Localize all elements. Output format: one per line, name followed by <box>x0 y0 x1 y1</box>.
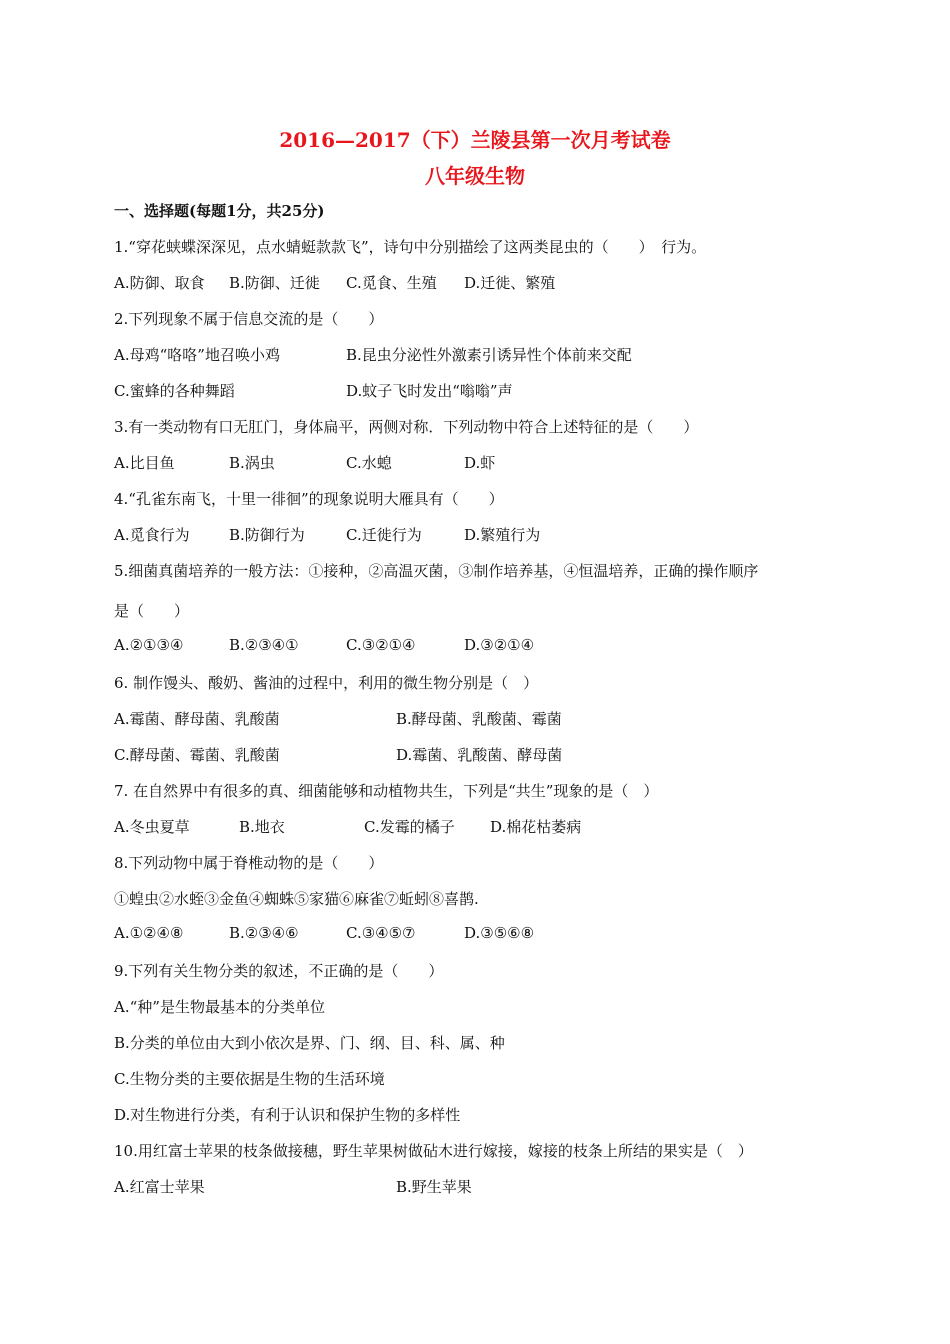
option-a: A.觅食行为 <box>114 526 190 544</box>
option-a: A.比目鱼 <box>114 454 175 472</box>
option-d: D.繁殖行为 <box>464 526 541 544</box>
question-9-option-c: C.生物分类的主要依据是生物的生活环境 <box>114 1070 385 1088</box>
question-8-stem-continued: ①蝗虫②水蛭③金鱼④蜘蛛⑤家猫⑥麻雀⑦蚯蚓⑧喜鹊. <box>114 890 479 908</box>
option-c: C.发霉的橘子 <box>364 818 455 836</box>
option-a: A.霉菌、酵母菌、乳酸菌 <box>114 710 280 728</box>
option-c: C.③④⑤⑦ <box>346 924 416 942</box>
option-d: D.③⑤⑥⑧ <box>464 924 535 942</box>
option-c: C.蜜蜂的各种舞蹈 <box>114 382 235 400</box>
exam-title: 2016—2017（下）兰陵县第一次月考试卷 <box>279 128 671 152</box>
option-b: B.涡虫 <box>229 454 275 472</box>
question-5-stem: 5.细菌真菌培养的一般方法：①接种，②高温灭菌，③制作培养基，④恒温培养，正确的操作顺序 <box>114 562 759 580</box>
option-c: C.觅食、生殖 <box>346 274 437 292</box>
option-b: B.②③④① <box>229 636 299 654</box>
option-d: D.虾 <box>464 454 496 472</box>
option-d: D.迁徙、繁殖 <box>464 274 556 292</box>
section-heading: 一、选择题(每题1分，共25分) <box>114 202 325 220</box>
option-d: D.蚊子飞时发出“嗡嗡”声 <box>346 382 513 400</box>
option-d: D.霉菌、乳酸菌、酵母菌 <box>396 746 563 764</box>
question-4-stem: 4.“孔雀东南飞，十里一徘徊”的现象说明大雁具有（ ） <box>114 490 504 508</box>
option-b: B.酵母菌、乳酸菌、霉菌 <box>396 710 562 728</box>
option-d: D.棉花枯萎病 <box>490 818 582 836</box>
option-c: C.水螅 <box>346 454 392 472</box>
question-3-stem: 3.有一类动物有口无肛门，身体扁平，两侧对称．下列动物中符合上述特征的是（ ） <box>114 418 699 436</box>
option-a: A.冬虫夏草 <box>114 818 190 836</box>
option-b: B.防御、迁徙 <box>229 274 320 292</box>
option-c: C.③②①④ <box>346 636 416 654</box>
question-1-stem: 1.“穿花蛱蝶深深见，点水蜻蜓款款飞”，诗句中分别描绘了这两类昆虫的（ ） 行为。 <box>114 238 707 256</box>
question-7-stem: 7. 在自然界中有很多的真、细菌能够和动植物共生，下列是“共生”现象的是（ ） <box>114 782 659 800</box>
exam-subtitle: 八年级生物 <box>425 164 525 188</box>
question-8-stem: 8.下列动物中属于脊椎动物的是（ ） <box>114 854 384 872</box>
question-5-stem-continued: 是（ ） <box>114 602 190 620</box>
option-b: B.野生苹果 <box>396 1178 472 1196</box>
option-a: A.防御、取食 <box>114 274 205 292</box>
option-a: A.母鸡“咯咯”地召唤小鸡 <box>114 346 280 364</box>
question-10-stem: 10.用红富士苹果的枝条做接穗，野生苹果树做砧木进行嫁接，嫁接的枝条上所结的果实是（ ） <box>114 1142 753 1160</box>
option-c: C.酵母菌、霉菌、乳酸菌 <box>114 746 280 764</box>
option-c: C.迁徙行为 <box>346 526 422 544</box>
question-9-option-d: D.对生物进行分类，有利于认识和保护生物的多样性 <box>114 1106 461 1124</box>
option-b: B.昆虫分泌性外激素引诱异性个体前来交配 <box>346 346 632 364</box>
option-d: D.③②①④ <box>464 636 535 654</box>
option-b: B.②③④⑥ <box>229 924 299 942</box>
option-a: A.红富士苹果 <box>114 1178 205 1196</box>
question-9-stem: 9.下列有关生物分类的叙述，不正确的是（ ） <box>114 962 444 980</box>
question-2-stem: 2.下列现象不属于信息交流的是（ ） <box>114 310 384 328</box>
question-9-option-a: A.“种”是生物最基本的分类单位 <box>114 998 325 1016</box>
option-b: B.防御行为 <box>229 526 305 544</box>
option-a: A.②①③④ <box>114 636 184 654</box>
option-a: A.①②④⑧ <box>114 924 184 942</box>
option-b: B.地衣 <box>239 818 285 836</box>
question-6-stem: 6. 制作馒头、酸奶、酱油的过程中，利用的微生物分别是（ ） <box>114 674 539 692</box>
question-9-option-b: B.分类的单位由大到小依次是界、门、纲、目、科、属、种 <box>114 1034 505 1052</box>
